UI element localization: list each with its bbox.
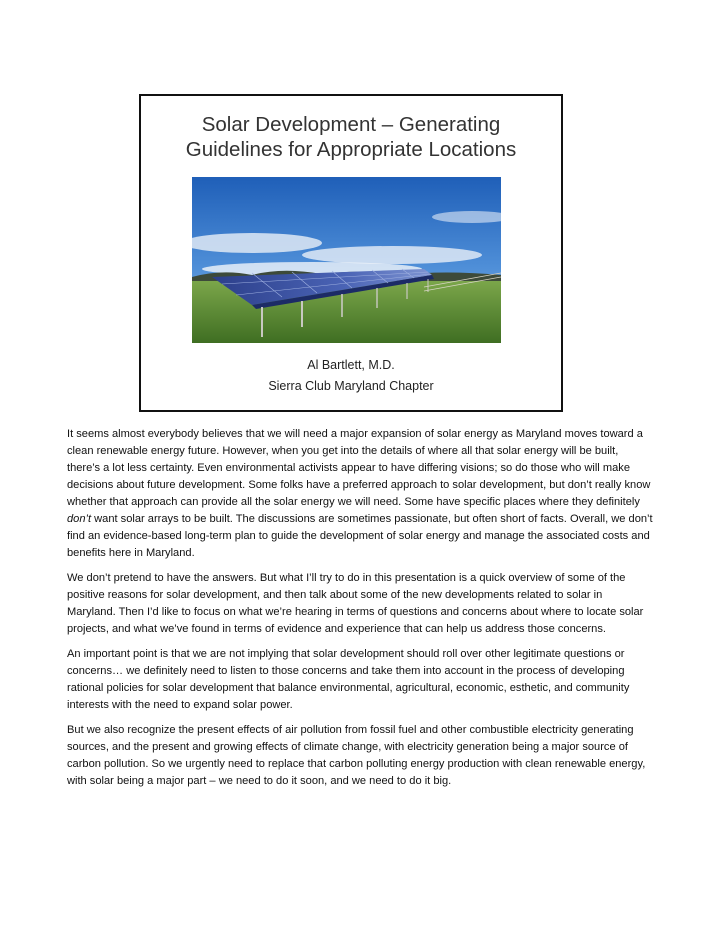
paragraph-1: [67, 426, 653, 562]
slide-author: Al Bartlett, M.D.: [307, 358, 395, 372]
paragraph-1-emphasis: don’t: [67, 513, 92, 525]
paragraph-2: We don’t pretend to have the answers. But what I’ll try to do in this presentation is a quick overview of some of the positive reasons for solar development, and then talk about some of the new developments related to solar in Maryland. Then I’d like to focus on what we’re hearing in terms of questions and concerns about where to locate solar projects, and what we’ve found in terms of evidence and experience that can help us address those concerns.: [67, 572, 644, 635]
solar-panel-field-photo: [192, 177, 501, 343]
paragraph-3: An important point is that we are not implying that solar development should roll over other legitimate questions or concerns… we definitely need to listen to those concerns and take them into account in the process of developing rational policies for solar development that balance environmental, agricultural, economic, esthetic, and community interests with the need to expand solar power.: [67, 648, 630, 711]
slide-title: [141, 112, 561, 162]
document-body: [67, 426, 653, 798]
paragraph-1-text-end: want solar arrays to be built. The discussions are sometimes passionate, but often short of facts. Overall, we don’t find an evidence-based long-term plan to guide the development of solar energy and manage the associated costs and benefits here in Maryland.: [67, 513, 653, 559]
slide-thumbnail: [139, 94, 563, 412]
paragraph-4: But we also recognize the present effects of air pollution from fossil fuel and other combustible electricity generating sources, and the present and growing effects of climate change, with electricity generation being a major source of carbon pollution. So we urgently need to replace that carbon polluting energy production with clean renewable energy, with solar being a major part – we need to do it soon, and we need to do it big.: [67, 724, 646, 787]
slide-title-line-1: Solar Development – Generating: [201, 113, 501, 136]
slide-title-line-2: Guidelines for Appropriate Locations: [185, 138, 517, 161]
paragraph-1-text: It seems almost everybody believes that we will need a major expansion of solar energy as Maryland moves toward a clean renewable energy future. However, when you get into the details of where all that solar energy will be built, there’s a lot less certainty. Even environmental activists appear to have differing visions; so do those who will make decisions about future development. Some folks have a preferred approach to solar development, but don’t really know whether that approach can provide all the solar energy we will need. Some have specific places where they definitely: [67, 428, 651, 508]
slide-chapter: Sierra Club Maryland Chapter: [268, 379, 434, 393]
